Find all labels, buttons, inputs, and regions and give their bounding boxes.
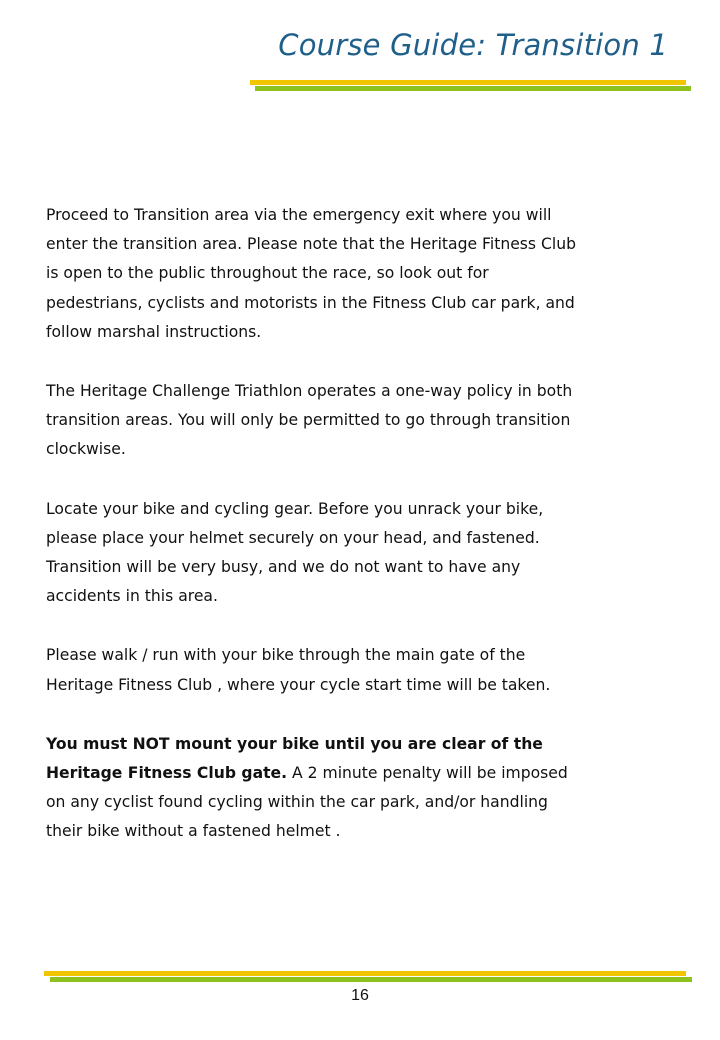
paragraph-transition-area: Proceed to Transition area via the emergency exit where you will enter the transition area. Please note that the Heritage Fitness Club is open to the public throughout the race, so look out for pedestrians, cyclists and motorists in the Fitness Club car park, and follow marshal instructions. — [46, 206, 577, 341]
paragraph-bike-gear: Locate your bike and cycling gear. Before you unrack your bike, please place your helmet securely on your head, and fastened. Transition will be very busy, and we do not want to have any accidents in this area. — [46, 499, 544, 606]
paragraph-one-way-policy: The Heritage Challenge Triathlon operates a one-way policy in both transition areas. You will only be permitted to go through transition clockwise. — [46, 382, 573, 459]
body-text — [46, 201, 586, 847]
mount-rule-penalty: A 2 minute penalty will be imposed on any cyclist found cycling within the car park, and/or handling their bike without a fastened helmet . — [46, 764, 568, 841]
page-number: 16 — [351, 987, 369, 1004]
header-rule-yellow — [250, 80, 686, 85]
paragraph-main-gate: Please walk / run with your bike through the main gate of the Heritage Fitness Club , where your cycle start time will be taken. — [46, 646, 551, 694]
header-rule-green — [255, 86, 691, 91]
mount-rule-emphasis: You must NOT mount your bike until you are clear of the Heritage Fitness Club gate. — [46, 734, 543, 783]
paragraph-mount-rule — [46, 730, 586, 847]
footer-rule-yellow — [44, 971, 686, 976]
footer-rule-green — [50, 977, 692, 982]
page-title: Course Guide: Transition 1 — [278, 28, 668, 62]
